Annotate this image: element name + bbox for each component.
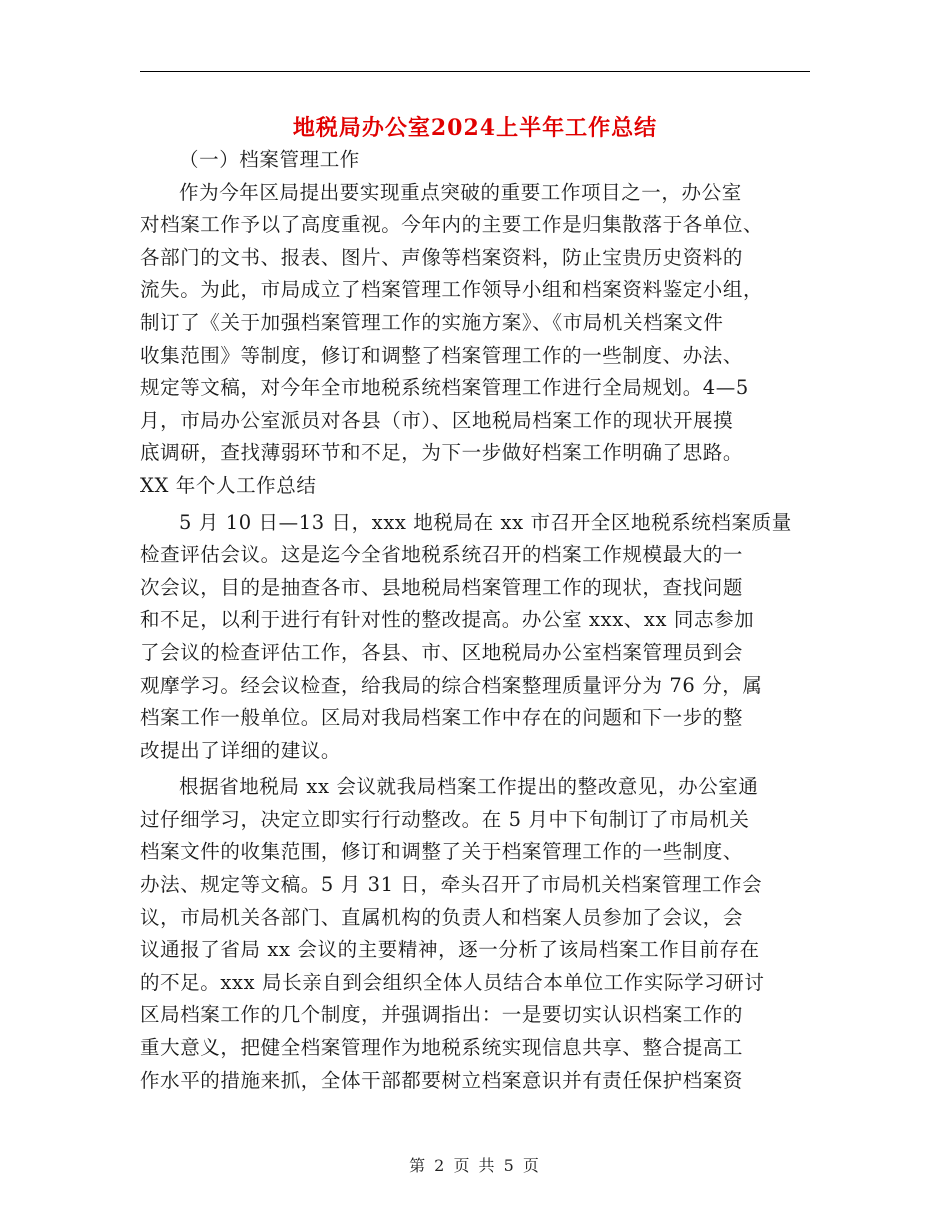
text-line: 收集范围》等制度，修订和调整了档案管理工作的一些制度、办法、 <box>140 343 744 367</box>
text-line: 了会议的检查评估工作，各县、市、区地税局办公室档案管理员到会 <box>140 640 744 664</box>
text-line: 办法、规定等文稿。5 月 31 日，牵头召开了市局机关档案管理工作会 <box>140 873 763 897</box>
document-title: 地税局办公室2024上半年工作总结 <box>292 115 658 141</box>
text-line: 次会议，目的是抽查各市、县地税局档案管理工作的现状，查找问题 <box>140 575 744 599</box>
section-heading: （一）档案管理工作 <box>179 148 360 171</box>
text-line: 流失。为此，市局成立了档案管理工作领导小组和档案资料鉴定小组， <box>140 278 764 302</box>
page-footer: 第 2 页 共 5 页 <box>409 1156 541 1175</box>
text-line: 作水平的措施来抓，全体干部都要树立档案意识并有责任保护档案资 <box>140 1068 744 1092</box>
text-line: 制订了《关于加强档案管理工作的实施方案》、《市局机关档案文件 <box>140 310 724 334</box>
text-line: 重大意义，把健全档案管理作为地税系统实现信息共享、整合提高工 <box>140 1036 744 1060</box>
text-line: 改提出了详细的建议。 <box>140 738 342 762</box>
text-line: 观摩学习。经会议检查，给我局的综合档案整理质量评分为 76 分，属 <box>140 673 763 697</box>
text-line: 检查评估会议。这是迄今全省地税系统召开的档案工作规模最大的一 <box>140 543 744 567</box>
text-line: 议通报了省局 xx 会议的主要精神，逐一分析了该局档案工作目前存在 <box>140 938 760 962</box>
text-line: 规定等文稿，对今年全市地税系统档案管理工作进行全局规划。4—5 <box>140 376 749 400</box>
text-line: 档案文件的收集范围，修订和调整了关于档案管理工作的一些制度、 <box>140 840 744 864</box>
text-line: 档案工作一般单位。区局对我局档案工作中存在的问题和下一步的整 <box>140 706 744 730</box>
text-line: 底调研，查找薄弱环节和不足，为下一步做好档案工作明确了思路。 <box>140 441 744 465</box>
text-line: 对档案工作予以了高度重视。今年内的主要工作是归集散落于各单位、 <box>140 213 764 237</box>
text-line: 和不足，以利于进行有针对性的整改提高。办公室 xxx、xx 同志参加 <box>140 608 755 632</box>
document-body <box>140 144 810 1097</box>
text-line: 议，市局机关各部门、直属机构的负责人和档案人员参加了会议，会 <box>140 905 744 929</box>
text-line: 根据省地税局 xx 会议就我局档案工作提出的整改意见，办公室通 <box>179 775 759 799</box>
text-line: 5 月 10 日—13 日，xxx 地税局在 xx 市召开全区地税系统档案质量 <box>179 510 792 534</box>
text-line: 月，市局办公室派员对各县（市）、区地税局档案工作的现状开展摸 <box>140 408 734 432</box>
text-line: 各部门的文书、报表、图片、声像等档案资料，防止宝贵历史资料的 <box>140 245 744 269</box>
text-line: 作为今年区局提出要实现重点突破的重要工作项目之一，办公室 <box>179 180 742 204</box>
text-line: 的不足。xxx 局长亲自到会组织全体人员结合本单位工作实际学习研讨 <box>140 970 765 994</box>
text-line: XX 年个人工作总结 <box>140 473 317 497</box>
text-line: 过仔细学习，决定立即实行行动整改。在 5 月中下旬制订了市局机关 <box>140 807 750 831</box>
header-rule <box>140 71 810 72</box>
text-line: 区局档案工作的几个制度，并强调指出：一是要切实认识档案工作的 <box>140 1003 744 1027</box>
